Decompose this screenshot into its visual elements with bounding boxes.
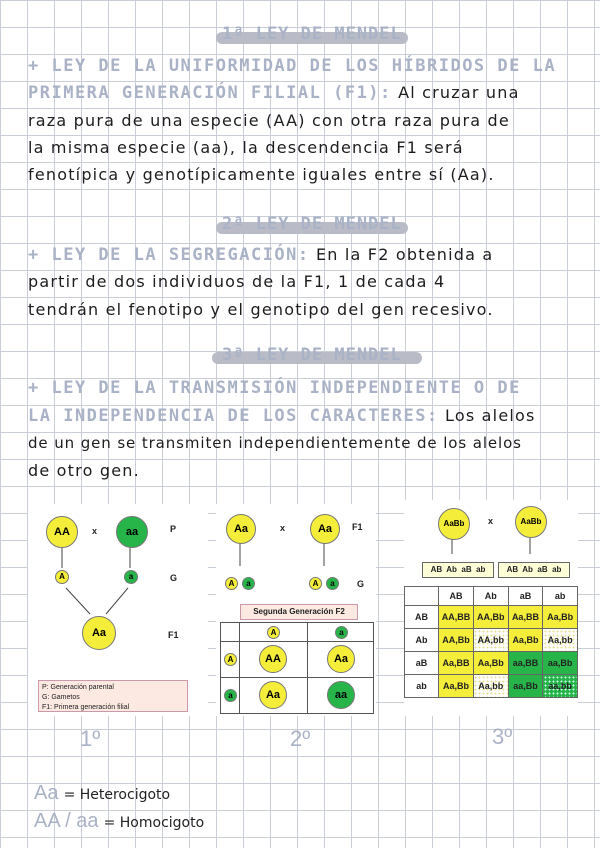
caption-2: 2º <box>290 726 311 751</box>
fig1-legend-p: P: Generación parental <box>42 684 114 691</box>
fig2-label-F1: F1 <box>352 522 363 532</box>
law2-lead-line <box>28 245 493 265</box>
fig2-row-a: a <box>224 689 237 702</box>
punnett-cell: Aa,bb <box>473 675 508 698</box>
punnett-cell: Aa,Bb <box>473 652 508 675</box>
fig2-col-a: a <box>335 626 348 639</box>
punnett-row-label: AB <box>405 606 439 629</box>
punnett-row <box>405 675 578 698</box>
fig2-cross: x <box>280 523 286 533</box>
fig2-gamete-a1: a <box>242 577 255 590</box>
punnett-cell: Aa,Bb <box>543 606 578 629</box>
fig2-row-A: A <box>224 653 237 666</box>
law1-lead: + LEY DE LA UNIFORMIDAD DE LOS HÍBRIDOS DE LA <box>28 56 557 76</box>
fig3-parent2-AaBb: AaBb <box>515 506 547 538</box>
punnett-header-cell <box>405 587 439 606</box>
punnett-cell: Aa,BB <box>508 606 543 629</box>
definition-term: Aa <box>34 782 59 804</box>
punnett-row <box>405 629 578 652</box>
fig1-legend-f1: F1: Primera generación filial <box>42 704 130 711</box>
punnett-cell: Aa,Bb <box>439 675 474 698</box>
punnett-cell: AA,Bb <box>439 629 474 652</box>
law1-lead-line <box>28 83 520 103</box>
punnett-row <box>405 652 578 675</box>
law3-line1: Los alelos <box>445 406 536 425</box>
punnett-header-cell: Ab <box>473 587 508 606</box>
punnett-row-label: aB <box>405 652 439 675</box>
fig3-cross: x <box>488 516 494 526</box>
figure-first-law <box>28 504 208 716</box>
figure-third-law <box>404 500 578 716</box>
punnett-cell: Aa,bb <box>543 629 578 652</box>
fig2-parent2-Aa: Aa <box>310 514 340 544</box>
punnett-cell: AA,bb <box>473 629 508 652</box>
fig2-cell-AA: AA <box>259 645 287 673</box>
definition-homozygous <box>34 810 204 833</box>
law3-line2: de un gen se transmiten independientemente de los alelos <box>28 434 522 452</box>
fig1-label-P: P <box>170 524 177 534</box>
law1-lead2: PRIMERA GENERACIÓN FILIAL (F1): <box>28 83 392 103</box>
punnett-cell: aa,bb <box>543 675 578 698</box>
law3-line3: de otro gen. <box>28 461 140 480</box>
law1-line1: Al cruzar una <box>398 83 520 102</box>
fig3-gametes-1: AB Ab aB ab <box>422 562 494 578</box>
fig1-label-G: G <box>170 573 178 583</box>
law2-title: 2ª LEY DE MENDEL <box>222 214 402 234</box>
caption-3: 3º <box>492 724 513 749</box>
law2-line3: tendrán el fenotipo y el genotipo del gen recesivo. <box>28 300 494 319</box>
law2-lead: + LEY DE LA SEGREGACIÓN: <box>28 245 310 265</box>
fig2-col-A: A <box>267 626 280 639</box>
fig1-gamete-A: A <box>55 570 69 584</box>
punnett-row-label: ab <box>405 675 439 698</box>
punnett-cell: AA,BB <box>439 606 474 629</box>
figure-second-law <box>216 504 376 716</box>
fig3-parent1-AaBb: AaBb <box>438 508 470 540</box>
punnett-row <box>405 606 578 629</box>
definition-term: AA / aa <box>34 810 99 832</box>
law2-line2: partir de dos individuos de la F1, 1 de cada 4 <box>28 272 446 291</box>
fig1-gamete-a: a <box>124 570 138 584</box>
caption-1: 1º <box>80 726 101 751</box>
punnett-header-cell: AB <box>439 587 474 606</box>
definition-desc: = Heterocigoto <box>63 787 171 803</box>
law3-lead-line <box>28 406 536 426</box>
punnett-cell: Aa,Bb <box>508 629 543 652</box>
definition-desc: = Homocigoto <box>103 815 205 831</box>
punnett-cell: AA,Bb <box>473 606 508 629</box>
fig2-cell-aa: aa <box>327 681 355 709</box>
law1-line2: raza pura de una especie (AA) con otra raza pura de <box>28 111 510 130</box>
fig2-parent1-Aa: Aa <box>226 514 256 544</box>
punnett-cell: aa,Bb <box>543 652 578 675</box>
fig1-parent-aa: aa <box>116 516 148 548</box>
fig2-punnett <box>220 622 374 714</box>
law2-line1: En la F2 obtenida a <box>315 245 494 264</box>
fig1-legend <box>38 680 188 712</box>
punnett-cell: aa,Bb <box>508 675 543 698</box>
punnett-row-label: Ab <box>405 629 439 652</box>
fig2-gamete-a2: a <box>326 577 339 590</box>
fig1-cross: x <box>92 526 98 536</box>
fig1-label-F1: F1 <box>168 630 179 640</box>
punnett-cell: aa,BB <box>508 652 543 675</box>
punnett-cell: Aa,BB <box>439 652 474 675</box>
fig1-parent-AA: AA <box>46 516 78 548</box>
punnett-header-cell: aB <box>508 587 543 606</box>
law1-line3: la misma especie (aa), la descendencia F1 será <box>28 138 464 157</box>
definition-heterozygous <box>34 782 170 805</box>
fig2-table-title: Segunda Generación F2 <box>240 604 358 620</box>
punnett-header-cell: ab <box>543 587 578 606</box>
fig2-label-G: G <box>357 579 365 589</box>
law3-title: 3ª LEY DE MENDEL <box>222 345 402 365</box>
law3-lead: + LEY DE LA TRANSMISIÓN INDEPENDIENTE O DE <box>28 378 521 398</box>
fig2-gamete-A2: A <box>309 577 322 590</box>
fig2-gamete-A1: A <box>225 577 238 590</box>
law3-lead2: LA INDEPENDENCIA DE LOS CARACTERES: <box>28 406 439 426</box>
fig1-f1-Aa: Aa <box>82 616 116 650</box>
law1-line4: fenotípica y genotípicamente iguales entre sí (Aa). <box>28 165 495 184</box>
law1-title: 1ª LEY DE MENDEL <box>222 24 402 44</box>
fig3-gametes-2: AB Ab aB ab <box>498 562 570 578</box>
punnett-header-row <box>405 587 578 606</box>
fig2-cell-Aa-1: Aa <box>327 645 355 673</box>
fig3-punnett-table <box>404 586 578 698</box>
fig2-cell-Aa-2: Aa <box>259 681 287 709</box>
fig1-legend-g: G: Gametos <box>42 694 80 701</box>
